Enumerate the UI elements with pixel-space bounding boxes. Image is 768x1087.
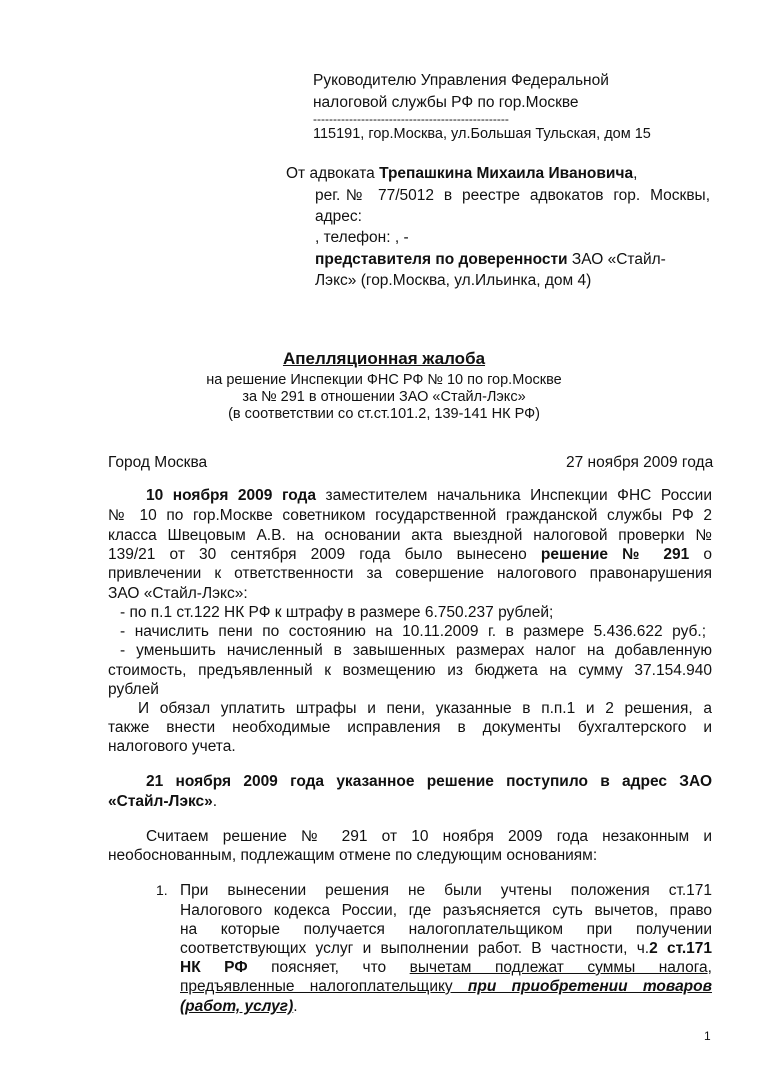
para1-line-11: рублей — [108, 681, 159, 698]
para3-line-2: необоснованным, подлежащим отмене по следующим основаниям: — [108, 847, 598, 864]
representative-label: представителя по доверенности — [315, 251, 568, 268]
para2-dot: . — [212, 793, 218, 810]
tax-code-ref: НК РФ — [180, 959, 248, 976]
para1-date: 10 ноября 2009 года — [146, 487, 316, 504]
para1-line-12: И обязал уплатить штрафы и пени, указанные в п.п.1 и 2 решения, а — [138, 700, 712, 717]
city: Город Москва — [108, 454, 208, 471]
para1-line-14: налогового учета. — [108, 738, 236, 755]
sender-line — [286, 164, 637, 183]
list-item-number: 1. — [156, 882, 168, 898]
list-line-5-text: поясняет, что — [247, 959, 410, 976]
para1-line-3: класса Швецовым А.В. на основании акта выездной налоговой проверки № — [108, 527, 712, 544]
list-line-3: на которые получается налогоплательщиком при получении — [180, 921, 712, 938]
list-line-7 — [180, 997, 298, 1016]
decision-number: решение № 291 — [540, 546, 690, 563]
para3-line-1: Считаем решение № 291 от 10 ноября 2009 года незаконным и — [146, 828, 712, 845]
emphasis-works: (работ, услуг) — [180, 998, 294, 1015]
para1-line-6: ЗАО «Стайл-Лэкс»: — [108, 585, 248, 602]
para1-line-13: также внести необходимые исправления в документы бухгалтерского и — [108, 719, 712, 736]
addressee-line-2: налоговой службы РФ по гор.Москве — [313, 94, 579, 111]
para1-line-4 — [108, 545, 712, 564]
addressee-line-1: Руководителю Управления Федеральной — [313, 72, 609, 89]
title-subline-3: (в соответствии со ст.ст.101.2, 139-141 НК РФ) — [228, 406, 540, 422]
para1-line-1-text: заместителем начальника Инспекции ФНС России — [315, 487, 712, 504]
list-line-4 — [180, 939, 712, 958]
list-line-2: Налогового кодекса России, где разъясняется суть вычетов, право — [180, 902, 712, 919]
page-number: 1 — [704, 1029, 711, 1043]
para1-line-1 — [146, 486, 712, 505]
addressee-address: 115191, гор.Москва, ул.Большая Тульская, дом 15 — [313, 126, 651, 142]
para1-line-8: - начислить пени по состоянию на 10.11.2009 г. в размере 5.436.622 руб.; — [120, 623, 706, 640]
date: 27 ноября 2009 года — [566, 454, 714, 471]
list-line-4-text: соответствующих услуг и выполнении работ. В частности, ч. — [180, 940, 650, 957]
para1-line-9: - уменьшить начисленный в завышенных размерах налог на добавленную — [120, 642, 712, 659]
para1-line-7: - по п.1 ст.122 НК РФ к штрафу в размере 6.750.237 рублей; — [120, 604, 554, 621]
sender-name: Трепашкина Михаила Ивановича — [379, 165, 634, 182]
representative-line-1 — [315, 250, 666, 269]
para1-line-4-end: о — [689, 546, 712, 563]
title-subline-1: на решение Инспекции ФНС РФ № 10 по гор.Москве — [206, 372, 562, 388]
list-line-5 — [180, 958, 712, 977]
title-subline-2: за № 291 в отношении ЗАО «Стайл-Лэкс» — [242, 389, 526, 405]
sender-prefix: От адвоката — [286, 165, 380, 182]
para1-line-2: № 10 по гор.Москве советником государственной гражданской службы РФ 2 — [108, 507, 712, 524]
company-name: «Стайл-Лэкс» — [108, 793, 213, 810]
document-title: Апелляционная жалоба — [282, 349, 486, 368]
article-ref: 2 ст.171 — [649, 940, 712, 957]
list-dot: . — [293, 998, 298, 1015]
list-line-1: При вынесении решения не были учтены положения ст.171 — [180, 882, 712, 899]
para1-line-5: привлечении к ответственности за совершение налогового правонарушения — [108, 565, 712, 582]
sender-address-label: адрес: — [315, 208, 362, 225]
addressee-separator: ------------------------------------------------- — [313, 112, 509, 126]
para2-line-2 — [108, 792, 217, 811]
sender-registration: рег.№ 77/5012 в реестре адвокатов гор. Москвы, — [315, 187, 710, 204]
emphasis-acquisition: при приобретении товаров — [467, 978, 712, 995]
sender-comma: , — [633, 165, 638, 182]
representative-line-2: Лэкс» (гор.Москва, ул.Ильинка, дом 4) — [315, 272, 592, 289]
list-line-6-text: предъявленные налогоплательщику — [180, 978, 468, 995]
para1-line-10: стоимость, предъявленный к возмещению из бюджета на сумму 37.154.940 — [108, 662, 712, 679]
list-line-6 — [180, 977, 712, 996]
para2-line-1: 21 ноября 2009 года указанное решение поступило в адрес ЗАО — [146, 773, 712, 790]
sender-phone: , телефон: , - — [315, 229, 409, 246]
para1-line-4-text: 139/21 от 30 сентября 2009 года было вынесено — [108, 546, 541, 563]
representative-company: ЗАО «Стайл- — [567, 251, 666, 268]
underlined-quote: вычетам подлежат суммы налога, — [409, 959, 712, 976]
